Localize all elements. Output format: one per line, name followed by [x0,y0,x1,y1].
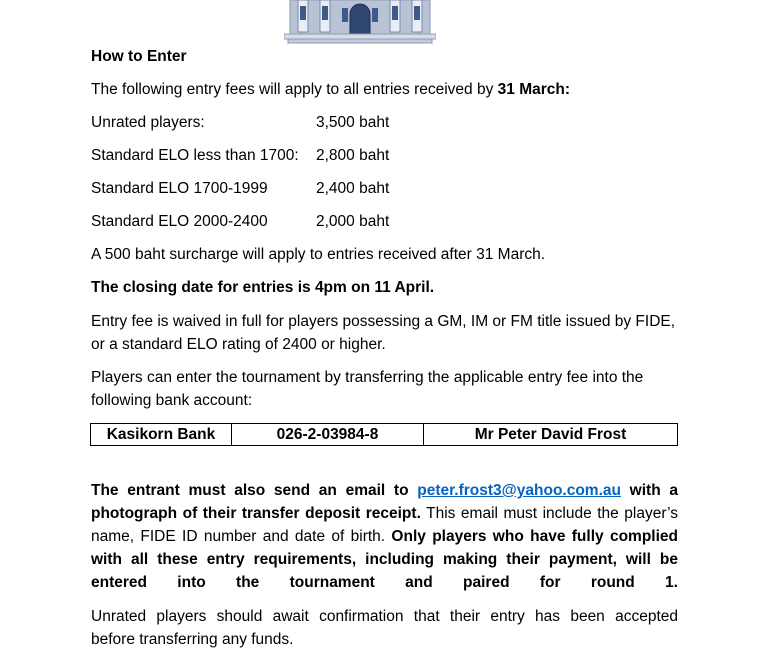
fee-row [91,146,491,166]
bank-account-table [90,423,678,446]
transfer-text-line2: following bank account: [91,392,253,409]
bank-name-cell: Kasikorn Bank [91,424,232,446]
bank-building-icon [284,0,436,44]
fee-row [91,113,491,133]
waiver-text-line2: or a standard ELO rating of 2400 or higher. [91,336,386,353]
unrated-line1: Unrated players should await confirmation that their entry has been accepted [91,608,678,625]
email-instruction-paragraph: The entrant must also send an email to peter.frost3@yahoo.com.au with a photograph of their transfer deposit receipt. This email must include the player’s name, FIDE ID number and date of birth. Only players who have fully complied with all these entry requirements, including making their payment, will be entered into the tournament and paired for round 1. [91,482,678,591]
fee-amount: 2,800 baht [316,147,390,164]
intro-text: The following entry fees will apply to all entries received by 31 March: [91,81,571,98]
fee-label: Standard ELO less than 1700: [91,147,299,164]
fee-label: Standard ELO 2000-2400 [91,213,268,230]
fee-amount: 2,400 baht [316,180,390,197]
unrated-line2: before transferring any funds. [91,631,294,648]
transfer-text-line1: Players can enter the tournament by transferring the applicable entry fee into the [91,369,644,386]
fee-row [91,179,491,199]
email-link[interactable]: peter.frost3@yahoo.com.au [417,482,621,499]
fee-amount: 2,000 baht [316,213,390,230]
table-row [91,424,678,446]
surcharge-text: A 500 baht surcharge will apply to entries received after 31 March. [91,246,546,263]
unrated-paragraph [91,605,678,651]
account-number-cell: 026-2-03984-8 [232,424,424,446]
closing-date-text: The closing date for entries is 4pm on 11 April. [91,279,435,296]
fee-amount: 3,500 baht [316,114,390,131]
section-heading: How to Enter [91,48,187,65]
account-holder-cell: Mr Peter David Frost [424,424,678,446]
fee-label: Unrated players: [91,114,205,131]
fee-row [91,212,491,232]
fee-label: Standard ELO 1700-1999 [91,180,268,197]
waiver-text-line1: Entry fee is waived in full for players possessing a GM, IM or FM title issued by FIDE, [91,313,676,330]
